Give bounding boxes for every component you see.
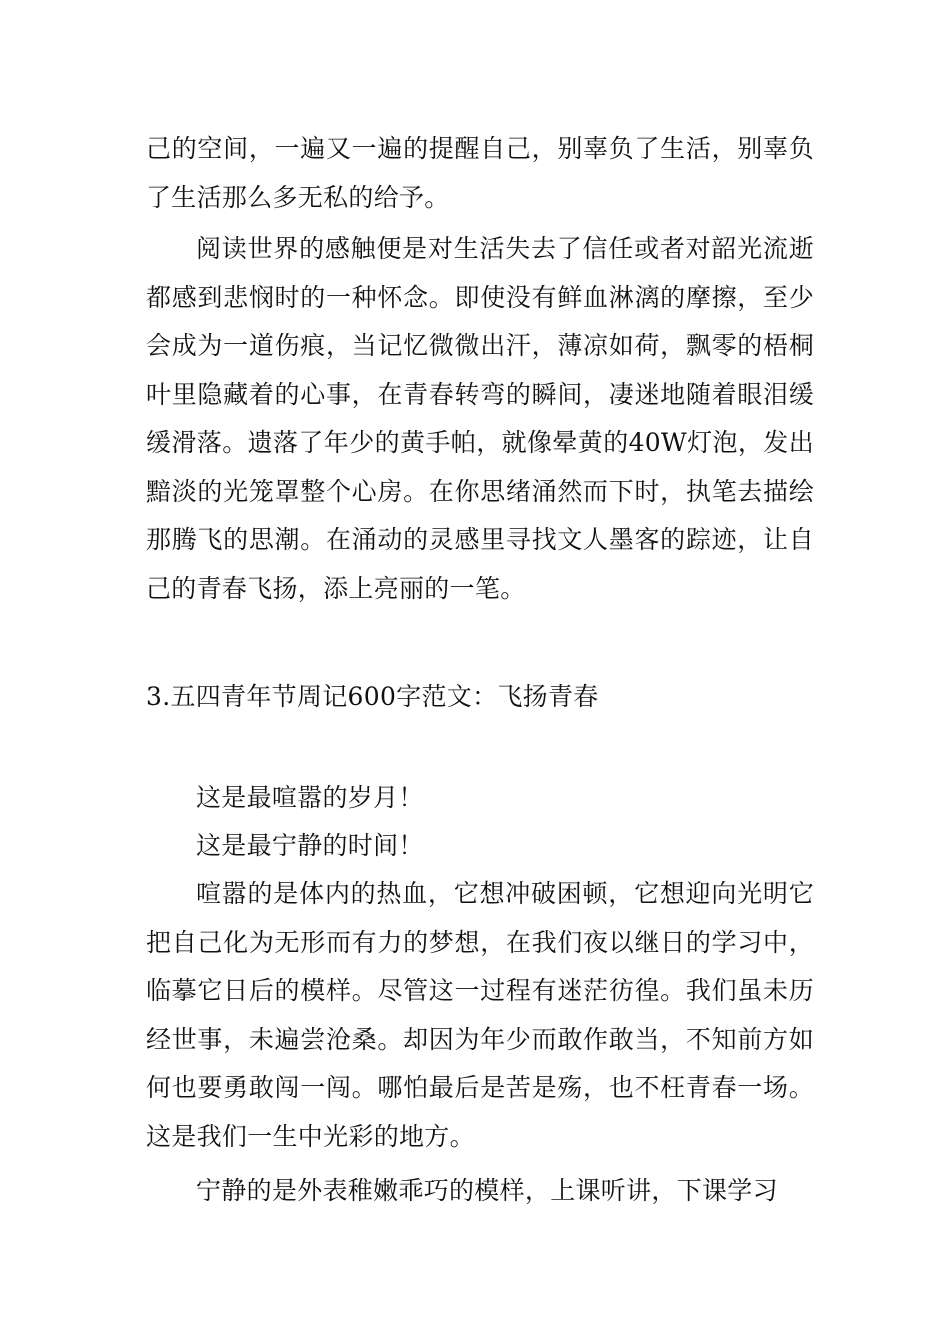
paragraph-quiet: 宁静的是外表稚嫩乖巧的模样，上课听讲，下课学习 — [196, 1176, 778, 1205]
exclamation-line-2: 这是最宁静的时间！ — [196, 831, 424, 860]
paragraph-reading: 阅读世界的感触便是对生活失去了信任或者对韶光流逝都感到悲悯时的一种怀念。即使没有鲜血淋漓的摩擦，至少会成为一道伤痕，当记忆微微出汗，薄凉如荷，飘零的梧桐叶里隐藏着的心事，在青春转弯的瞬间，凄迷地随着眼泪缓缓滑落。遗落了年少的黄手帕，就像晕黄的40W灯泡，发出黯淡的光笼罩整个心房。在你思绪涌然而下时，执笔去描绘那腾飞的思潮。在涌动的灵感里寻找文人墨客的踪迹，让自己的青春飞扬，添上亮丽的一笔。 — [146, 234, 814, 603]
section-heading: 3.五四青年节周记600字范文：飞扬青春 — [146, 682, 599, 711]
paragraph-continuation: 己的空间，一遍又一遍的提醒自己，别辜负了生活，别辜负了生活那么多无私的给予。 — [146, 134, 814, 212]
paragraph-noise: 喧嚣的是体内的热血，它想冲破困顿，它想迎向光明它把自己化为无形而有力的梦想，在我们夜以继日的学习中，临摹它日后的模样。尽管这一过程有迷茫彷徨。我们虽未历经世事，未遍尝沧桑。却因为年少而敢作敢当，不知前方如何也要勇敢闯一闯。哪怕最后是苦是殇，也不枉青春一场。这是我们一生中光彩的地方。 — [146, 879, 814, 1151]
exclamation-line-1: 这是最喧嚣的岁月！ — [196, 783, 424, 812]
